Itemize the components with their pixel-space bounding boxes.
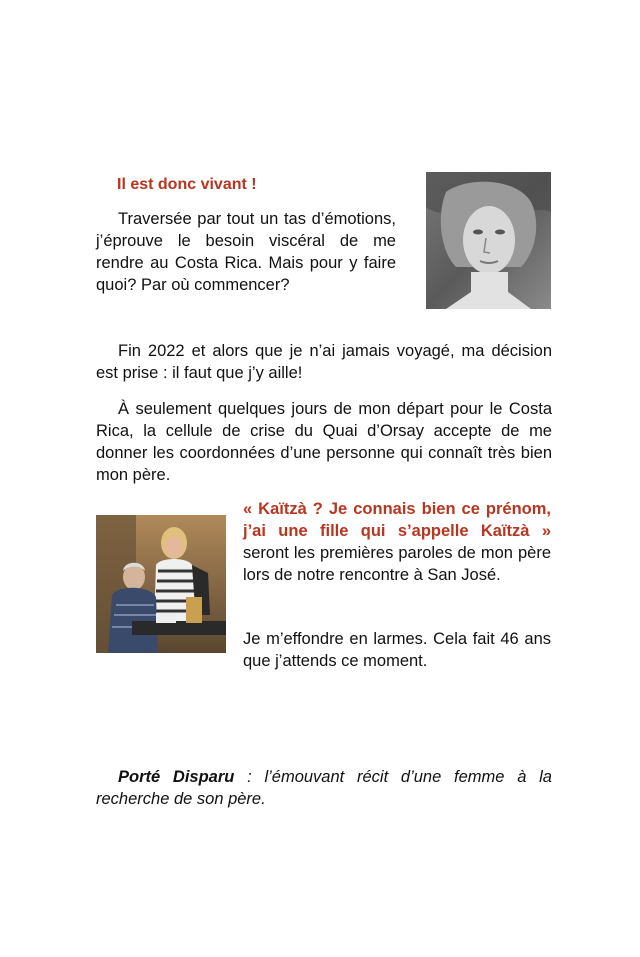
paragraph-5: Je m’effondre en larmes. Cela fait 46 ans que j’attends ce moment. (243, 630, 551, 670)
paragraph-3: À seulement quelques jours de mon départ pour le Costa Rica, la cellule de crise du Quai d’Orsay accepte de me donner les coordonnées d’une personne qui connaît très bien mon père. (96, 400, 552, 484)
heading: Il est donc vivant ! (117, 176, 257, 193)
book-tagline (96, 766, 552, 810)
book-title: Porté Disparu (118, 768, 235, 786)
paragraph-2: Fin 2022 et alors que je n’ai jamais voyagé, ma décision est prise : il faut que j’y aille! (96, 342, 552, 382)
quote-continuation: seront les premières paroles de mon père lors de notre rencontre à San José. (243, 544, 551, 584)
quote-text: « Kaïtzà ? Je connais bien ce prénom, j’ai une fille qui s’appelle Kaïtzà » (243, 500, 551, 540)
paragraph-1: Traversée par tout un tas d’émotions, j’éprouve le besoin viscéral de me rendre au Costa Rica. Mais pour y faire quoi? Par où commencer? (96, 210, 396, 294)
tagline-text: : l’émouvant récit d’une femme à la recherche de son père. (96, 768, 552, 808)
paragraph-4 (243, 498, 551, 586)
portrait-photo (426, 172, 551, 309)
meeting-photo (96, 515, 226, 653)
